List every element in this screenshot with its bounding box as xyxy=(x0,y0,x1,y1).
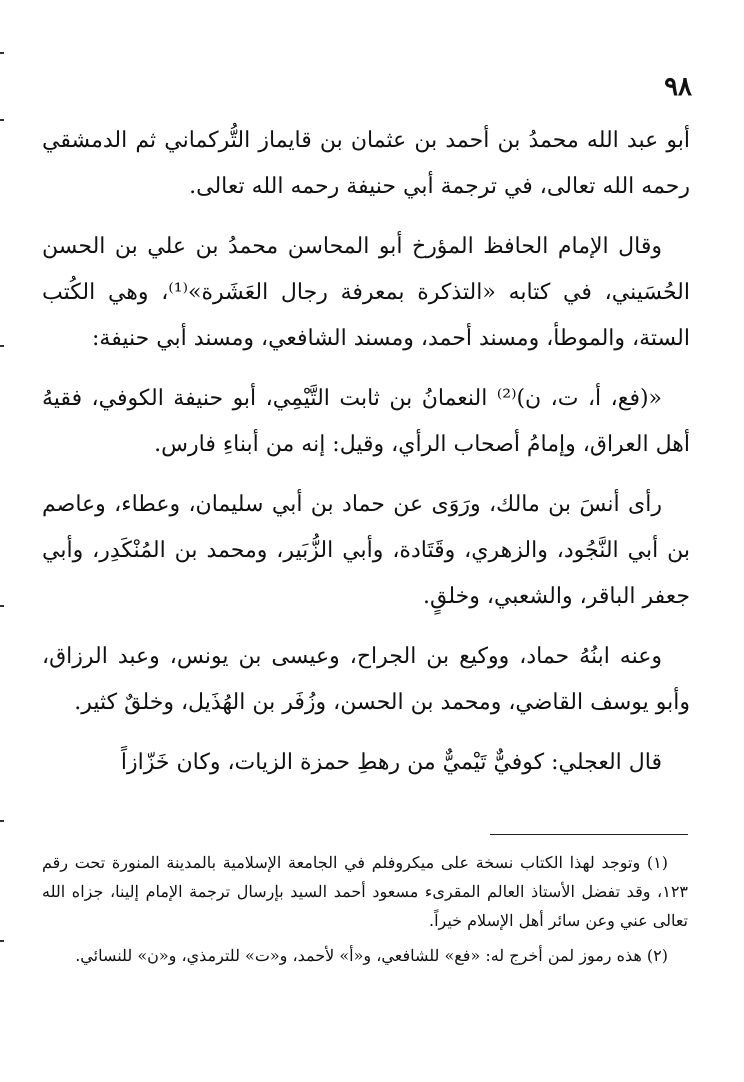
margin-mark xyxy=(0,119,4,121)
margin-mark xyxy=(0,605,4,607)
page-number: ٩٨ xyxy=(664,72,692,102)
margin-mark xyxy=(0,52,4,54)
paragraph: وعنه ابنُهُ حماد، ووكيع بن الجراح، وعيسى بن يونس، وعبد الرزاق، وأبو يوسف القاضي، ومحمد بن الحسن، وزُفَر بن الهُذَيل، وخلقٌ كثير. xyxy=(42,644,690,715)
paragraph: قال العجلي: كوفيٌّ تَيْميٌّ من رهطِ حمزة الزيات، وكان خَزّازاً xyxy=(120,750,662,775)
footnote-divider xyxy=(490,834,688,835)
margin-mark xyxy=(0,820,4,822)
footnotes xyxy=(42,848,688,976)
paragraph: «(فع، أ، ت، ن)⁽²⁾ النعمانُ بن ثابت التَّيْمِي، أبو حنيفة الكوفي، فقيهُ أهل العراق، وإمامُ أصحاب الرأي، وقيل: إنه من أبناءِ فارس. xyxy=(42,386,690,457)
margin-mark xyxy=(0,345,4,347)
paragraph: أبو عبد الله محمدُ بن أحمد بن عثمان بن قايماز التُّركماني ثم الدمشقي رحمه الله تعالى، في ترجمة أبي حنيفة رحمه الله تعالى. xyxy=(42,128,690,199)
paragraph: وقال الإمام الحافظ المؤرخ أبو المحاسن محمدُ بن علي بن الحسن الحُسَيني، في كتابه «التذكرة بمعرفة رجال العَشَرة»⁽¹⁾، وهي الكُتب الستة، والموطأ، ومسند أحمد، ومسند الشافعي، ومسند أبي حنيفة: xyxy=(42,234,690,351)
footnote: (٢) هذه رموز لمن أخرج له: «فع» للشافعي، و«أ» لأحمد، و«ت» للترمذي، و«ن» للنسائي. xyxy=(75,946,668,965)
paragraph: رأى أنسَ بن مالك، ورَوَى عن حماد بن أبي سليمان، وعطاء، وعاصم بن أبي النَّجُود، والزهري، وقَتَادة، وأبي الزُّبَير، ومحمد بن المُنْكَدِر، وأبي جعفر الباقر، والشعبي، وخلقٍ. xyxy=(42,492,690,609)
footnote: (١) وتوجد لهذا الكتاب نسخة على ميكروفلم في الجامعة الإسلامية بالمدينة المنورة تحت رقم ١٢٣، وقد تفضل الأستاذ العالم المقرىء مسعود أحمد السيد بإرسال ترجمة الإمام إلينا، جزاه الله تعالى عني وعن سائر أهل الإسلام خيراً. xyxy=(42,853,688,930)
main-text xyxy=(42,118,690,800)
margin-mark xyxy=(0,940,4,942)
